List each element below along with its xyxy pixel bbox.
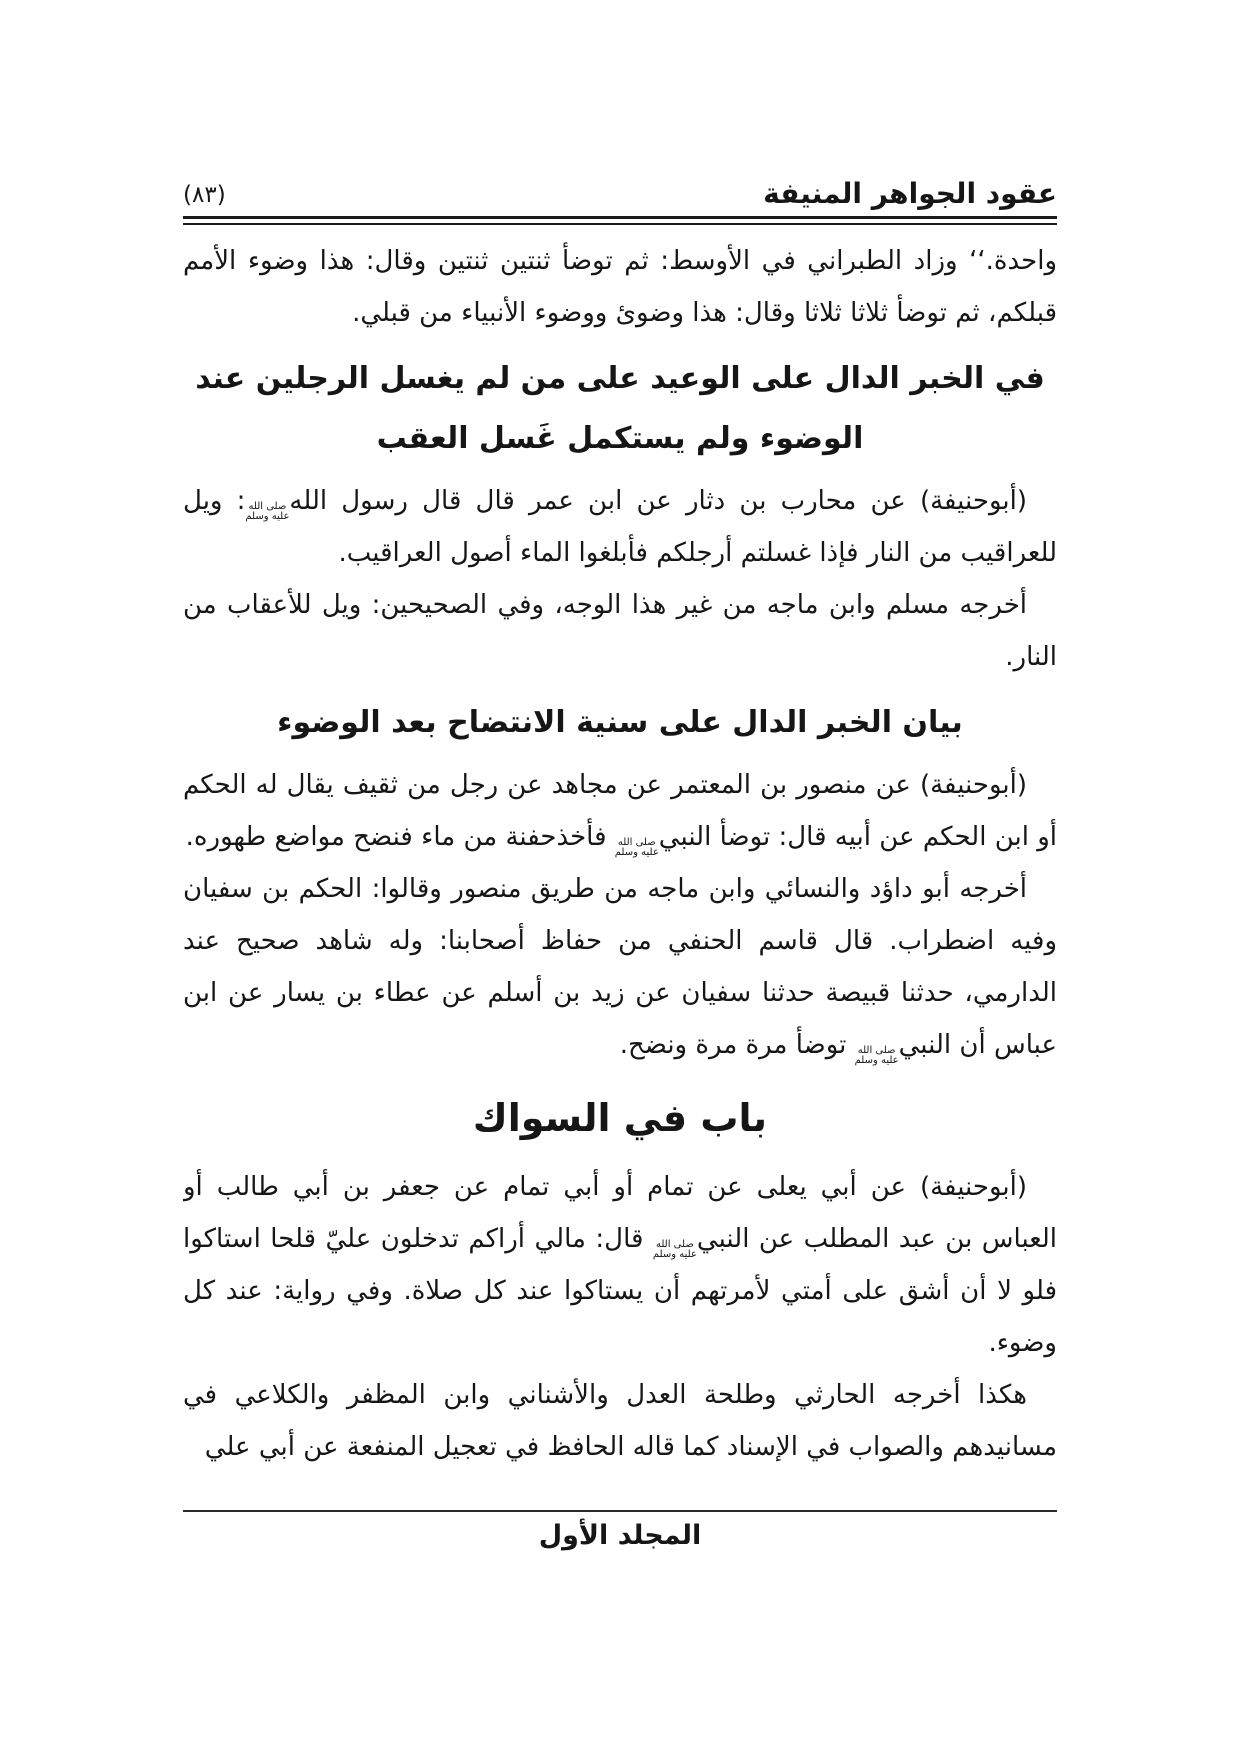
section-heading-intidah [183,693,1057,753]
hadith-heels-paragraph [183,475,1057,579]
hadith-siwak-paragraph [183,1161,1057,1369]
page-content [183,166,1057,1535]
heading-line: بيان الخبر الدال على سنية الانتضاح بعد الوضوء [277,705,963,740]
honorific-mark: صلى الله عليه وسلم [614,837,659,858]
page-footer [183,1510,1057,1551]
running-header [183,166,1057,210]
hadith-intidah-paragraph [183,759,1057,863]
hadith-text: (أبوحنيفة) عن محارب بن دثار عن ابن عمر قال قال رسول الله [289,486,1027,516]
page-number: (٨٣) [183,182,226,208]
takhrij-heels-paragraph: أخرجه مسلم وابن ماجه من غير هذا الوجه، وفي الصحيحين: ويل للأعقاب من النار. [183,590,1057,672]
book-title: عقود الجواهر المنيفة [763,177,1057,210]
takhrij-siwak-paragraph: هكذا أخرجه الحارثي وطلحة العدل والأشناني وابن المظفر والكلاعي في مسانيدهم والصواب في الإسناد كما قاله الحافظ في تعجيل المنفعة عن أبي علي [183,1380,1057,1462]
paragraph-continuation: واحدة.‘‘ وزاد الطبراني في الأوسط: ثم توضأ ثنتين ثنتين وقال: هذا وضوء الأمم قبلكم، ثم توضأ ثلاثا ثلاثا وقال: هذا وضوئ ووضوء الأنبياء من قبلي. [183,246,1057,328]
hadith-text: (أبوحنيفة) عن أبي يعلى عن تمام أو أبي تمام عن جعفر بن أبي طالب أو العباس بن عبد المطلب عن النبي [183,1172,1057,1254]
hadith-text: قال: مالي أراكم تدخلون عليّ قلحا استاكوا فلو لا أن أشق على أمتي لأمرتهم أن يستاكوا عند كل صلاة. وفي رواية: عند كل وضوء. [183,1224,1057,1358]
hadith-text: (أبوحنيفة) عن منصور بن المعتمر عن مجاهد عن رجل من ثقيف يقال له الحكم أو ابن الحكم عن أبيه قال: توضأ النبي [183,770,1057,852]
takhrij-intidah-paragraph [183,863,1057,1071]
volume-label: المجلد الأول [538,1520,702,1551]
header-divider [183,216,1057,225]
takhrij-text: توضأ مرة مرة ونضح. [619,1030,855,1060]
honorific-mark: صلى الله عليه وسلم [652,1239,697,1260]
page-body [183,235,1057,1535]
honorific-mark: صلى الله عليه وسلم [245,501,290,522]
hadith-text: : ويل للعراقيب من النار فإذا غسلتم أرجلكم فأبلغوا الماء أصول العراقيب. [183,486,1057,568]
honorific-mark: صلى الله عليه وسلم [854,1045,899,1066]
hadith-text: فأخذحفنة من ماء فنضح مواضع طهوره. [185,822,615,852]
chapter-heading-siwak: باب في السواك [472,1096,768,1140]
section-heading-warning [183,349,1057,469]
takhrij-text: أخرجه أبو داؤد والنسائي وابن ماجه من طريق منصور وقالوا: الحكم بن سفيان وفيه اضطراب. قال قاسم الحنفي من حفاظ أصحابنا: وله شاهد صحيح عند الدارمي، حدثنا قبيصة حدثنا سفيان عن زيد بن أسلم عن عطاء بن يسار عن ابن عباس أن النبي [183,874,1057,1060]
heading-line: في الخبر الدال على الوعيد على من لم يغسل الرجلين عند [195,361,1045,396]
heading-line: الوضوء ولم يستكمل غَسل العقب [376,421,864,456]
